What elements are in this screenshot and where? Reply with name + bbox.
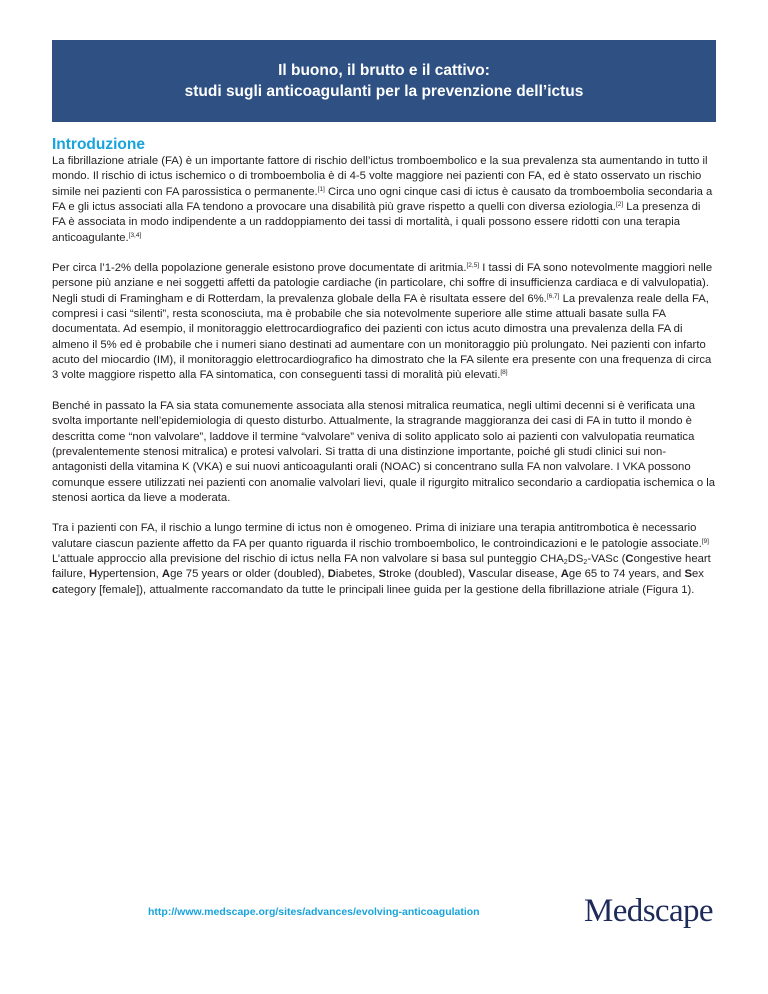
acronym-letter: A	[560, 568, 569, 581]
title-line-2: studi sugli anticoagulanti per la prevenzione dell’ictus	[184, 83, 584, 100]
title-line-1: Il buono, il brutto e il cattivo:	[278, 62, 490, 79]
reference-link[interactable]: [1]	[317, 185, 325, 193]
acronym-letter: S	[684, 568, 693, 581]
p1-text-2: Circa uno ogni cinque casi di ictus è causato da tromboembolia secondaria a FA e gli ictus associati alla FA tendono a provocare una disabilità più grave rispetto a quelli con diversa eziologia.	[52, 185, 713, 214]
p4-text-3: DS	[567, 552, 584, 565]
acronym-letter: c	[52, 583, 59, 596]
reference-link[interactable]: [6,7]	[546, 292, 560, 300]
paragraph-4	[52, 521, 716, 598]
p4-text-6: ypertension,	[97, 568, 162, 581]
paragraph-1	[52, 154, 716, 246]
subscript: 2	[583, 558, 588, 566]
p4-text-1: Tra i pazienti con FA, il rischio a lungo termine di ictus non è omogeneo. Prima di iniziare una terapia antitrombotica è necessario valutare ciascun paziente affetto da FA per quanto riguarda il rischio tromboembolico, le controindicazioni e le patologie associate.	[52, 522, 702, 550]
footer-url-link[interactable]: http://www.medscape.org/sites/advances/evolving-anticoagulation	[148, 906, 480, 918]
reference-link[interactable]: [9]	[701, 537, 709, 545]
reference-link[interactable]: [8]	[500, 369, 508, 377]
title-banner	[52, 40, 716, 122]
p4-text-12: ex	[692, 568, 704, 581]
p1-text-1: La fibrillazione atriale (FA) è un importante fattore di rischio dell’ictus tromboembolico e la sua prevalenza sta aumentando in tutto il mondo. Il rischio di ictus ischemico o di tromboembolia è di 4-5 volte maggiore nei pazienti con FA, ed è stato osservato un rischio simile nei pazienti con FA parossistica o permanente.	[52, 155, 708, 198]
reference-link[interactable]: [2,5]	[466, 262, 480, 270]
p4-text-10: ascular disease,	[475, 568, 561, 581]
p4-text-5: ongestive heart failure,	[52, 552, 711, 581]
p4-text-9: troke (doubled),	[386, 568, 469, 581]
p4-text-4: -VASc (	[587, 552, 626, 565]
p2-text-3: La prevalenza reale della FA, compresi i casi “silenti”, resta sconosciuta, ma è probabile che sia notevolmente superiore alle stime attuali basate sulla FA documentata. Ad esempio, il monitoraggio elettrocardiografico dei pazienti con ictus acuto dimostra una prevalenza della FA di almeno il 5% ed è probabile che i numeri siano destinati ad aumentare con un monitoraggio più prolungato. Nei pazienti con infarto acuto del miocardio (IM), il monitoraggio elettrocardiografico ha dimostrato che la FA silente era presente con una frequenza di circa 3 volte maggiore rispetto alla FA sintomatica, con conseguenti tassi di moralità più elevati.	[52, 292, 712, 382]
p4-text-7: ge 75 years or older (doubled),	[170, 568, 328, 581]
paragraph-3: Benché in passato la FA sia stata comunemente associata alla stenosi mitralica reumatica, negli ultimi decenni si è verificata una svolta importante nell’epidemiologia di questo disturbo. Attualmente, la stragrande maggioranza dei casi di FA in tutto il mondo è descritta come “non valvolare”, laddove il termine “valvolare” veniva di solito applicato solo ai pazienti con valvulopatia reumatica (prevalentemente stenosi mitralica) e protesi valvolari. Si tratta di una distinzione importante, poiché gli studi clinici sui non-antagonisti della vitamina K (VKA) e sui nuovi anticoagulanti orali (NOAC) si concentrano sulla FA non valvolare. I VKA possono comunque essere utilizzati nei pazienti con anomalie valvolari lievi, quale il rigurgito mitralico secondario a cardiopatia ischemica o la stenosi aortica da lieve a moderata.	[52, 399, 716, 504]
p2-text-2: I tassi di FA sono notevolmente maggiori nelle persone più anziane e nei soggetti affetti da patologie cardiache (in particolare, chi soffre di insufficienza cardiaca e di valvulopatia). Negli studi di Framingham e di Rotterdam, la prevalenza globale della FA è risultata essere del 6%.	[52, 262, 713, 305]
p1-text-3: La presenza di FA è associata in modo indipendente a un raddoppiamento dei tassi di mortalità, i quali possono essere ridotti con una terapia anticoagulante.	[52, 201, 701, 244]
reference-link[interactable]: [3,4]	[128, 231, 142, 239]
paragraph-2	[52, 261, 716, 384]
p2-text-1: Per circa l’1-2% della popolazione generale esistono prove documentate di aritmia.	[52, 262, 467, 275]
section-heading: Introduzione	[52, 136, 145, 153]
p4-text-8: iabetes,	[335, 568, 379, 581]
acronym-letter: H	[89, 568, 98, 581]
reference-link[interactable]: [2]	[615, 201, 624, 209]
subscript: 2	[563, 558, 568, 566]
article-body	[52, 136, 716, 613]
p4-text-11: ge 65 to 74 years, and	[568, 568, 685, 581]
acronym-letter: V	[468, 568, 476, 581]
medscape-logo: Medscape	[584, 893, 713, 929]
acronym-letter: S	[378, 568, 387, 581]
p4-text-2: L’attuale approccio alla previsione del rischio di ictus nella FA non valvolare si basa sul punteggio CHA	[52, 552, 564, 565]
acronym-letter: A	[161, 568, 171, 581]
p4-text-13: ategory [female]), attualmente raccomandato da tutte le principali linee guida per la gestione della fibrillazione atriale (Figura 1).	[58, 583, 695, 596]
acronym-letter: C	[625, 552, 634, 565]
acronym-letter: D	[327, 568, 336, 581]
